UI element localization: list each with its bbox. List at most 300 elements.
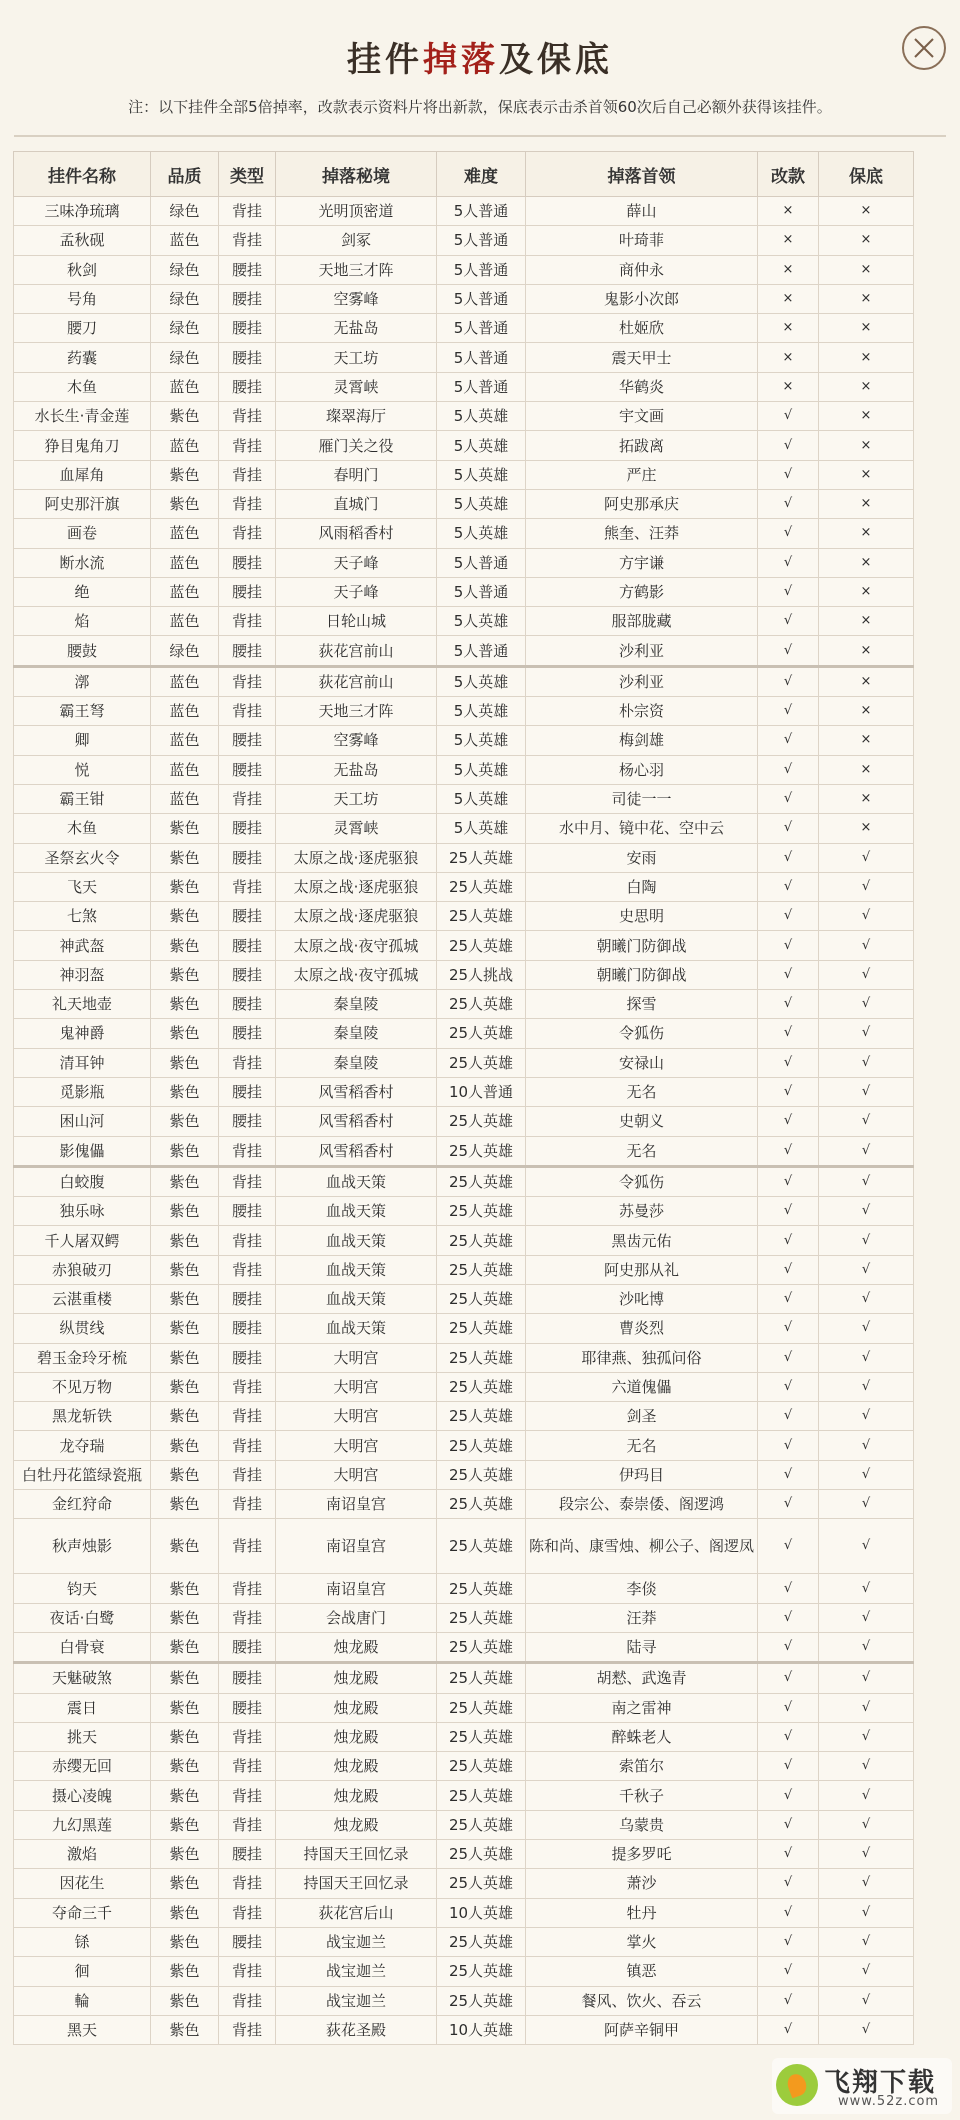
table-cell: 紫色	[151, 1898, 219, 1927]
table-row	[14, 372, 914, 401]
table-cell: 沙叱博	[526, 1284, 758, 1313]
table-cell: 紫色	[151, 1957, 219, 1986]
table-cell: 光明顶密道	[276, 197, 437, 226]
table-cell: 5人英雄	[437, 755, 526, 784]
table-cell: 黑天	[14, 2015, 151, 2044]
table-cell: 紫色	[151, 1663, 219, 1693]
table-cell: 紫色	[151, 1284, 219, 1313]
table-cell: 风雨稻香村	[276, 519, 437, 548]
mark-cell: √	[758, 784, 819, 813]
table-cell: 紫色	[151, 402, 219, 431]
table-cell: 背挂	[219, 1957, 276, 1986]
table-cell: 5人英雄	[437, 666, 526, 696]
table-cell: 龙夺瑞	[14, 1431, 151, 1460]
mark-cell: √	[819, 1314, 914, 1343]
mark-cell: ×	[819, 607, 914, 636]
table-cell: 紫色	[151, 460, 219, 489]
mark-cell: √	[819, 1460, 914, 1489]
table-cell: 天工坊	[276, 343, 437, 372]
table-cell: 方宇谦	[526, 548, 758, 577]
table-cell: 直城门	[276, 489, 437, 518]
table-cell: 阿史那承庆	[526, 489, 758, 518]
table-row	[14, 1431, 914, 1460]
mark-cell: √	[819, 1372, 914, 1401]
table-cell: 九幻黑莲	[14, 1810, 151, 1839]
mark-cell: √	[819, 1810, 914, 1839]
table-cell: 号角	[14, 284, 151, 313]
table-row	[14, 489, 914, 518]
mark-cell: √	[819, 1077, 914, 1106]
table-cell: 烛龙殿	[276, 1693, 437, 1722]
table-cell: 5人英雄	[437, 489, 526, 518]
table-cell: 服部胧藏	[526, 607, 758, 636]
table-row	[14, 284, 914, 313]
table-cell: 5人普通	[437, 197, 526, 226]
table-row	[14, 197, 914, 226]
mark-cell: √	[758, 1314, 819, 1343]
table-cell: 乌蒙贵	[526, 1810, 758, 1839]
table-cell: 紫色	[151, 814, 219, 843]
table-cell: 拓跋离	[526, 431, 758, 460]
table-cell: 紫色	[151, 960, 219, 989]
table-cell: 蓝色	[151, 666, 219, 696]
table-cell: 蓝色	[151, 548, 219, 577]
table-cell: 紫色	[151, 1343, 219, 1372]
mark-cell: √	[819, 1107, 914, 1136]
mark-cell: √	[819, 1048, 914, 1077]
table-cell: 纵贯线	[14, 1314, 151, 1343]
mark-cell: ×	[819, 814, 914, 843]
table-cell: 太原之战·逐虎驱狼	[276, 843, 437, 872]
table-cell: 无名	[526, 1077, 758, 1106]
table-cell: 焰	[14, 607, 151, 636]
table-cell: 探雪	[526, 990, 758, 1019]
table-cell: 天魅破煞	[14, 1663, 151, 1693]
table-row	[14, 1490, 914, 1519]
table-cell: 背挂	[219, 697, 276, 726]
table-cell: 安雨	[526, 843, 758, 872]
table-cell: 千秋子	[526, 1781, 758, 1810]
table-cell: 方鹤影	[526, 577, 758, 606]
table-cell: 5人英雄	[437, 431, 526, 460]
mark-cell: ×	[758, 284, 819, 313]
table-cell: 悦	[14, 755, 151, 784]
column-header: 品质	[151, 152, 219, 197]
table-cell: 紫色	[151, 990, 219, 1019]
table-row	[14, 1255, 914, 1284]
table-cell: 背挂	[219, 666, 276, 696]
table-cell: 25人英雄	[437, 1314, 526, 1343]
table-cell: 烛龙殿	[276, 1781, 437, 1810]
table-cell: 腰挂	[219, 755, 276, 784]
table-row	[14, 1166, 914, 1196]
mark-cell: ×	[758, 255, 819, 284]
table-row	[14, 1986, 914, 2015]
table-cell: 牡丹	[526, 1898, 758, 1927]
table-cell: 绿色	[151, 284, 219, 313]
mark-cell: √	[758, 1077, 819, 1106]
table-cell: 紫色	[151, 1077, 219, 1106]
mark-cell: √	[758, 1632, 819, 1662]
table-row	[14, 755, 914, 784]
table-cell: 黑龙斩铁	[14, 1402, 151, 1431]
table-cell: 梅剑雄	[526, 726, 758, 755]
table-row	[14, 1343, 914, 1372]
column-header: 掉落秘境	[276, 152, 437, 197]
mark-cell: √	[758, 548, 819, 577]
table-cell: 南诏皇宫	[276, 1490, 437, 1519]
table-cell: 25人英雄	[437, 902, 526, 931]
table-cell: 5人普通	[437, 372, 526, 401]
table-row	[14, 902, 914, 931]
table-cell: 紫色	[151, 843, 219, 872]
mark-cell: √	[758, 1519, 819, 1574]
table-cell: 璨翠海厅	[276, 402, 437, 431]
table-cell: 断水流	[14, 548, 151, 577]
table-cell: 血战天策	[276, 1166, 437, 1196]
table-cell: 背挂	[219, 431, 276, 460]
table-cell: 25人英雄	[437, 1781, 526, 1810]
table-cell: 清耳钟	[14, 1048, 151, 1077]
table-cell: 沙利亚	[526, 636, 758, 666]
table-cell: 腰挂	[219, 1197, 276, 1226]
table-cell: 太原之战·逐虎驱狼	[276, 902, 437, 931]
drop-note: 注：以下挂件全部5倍掉率，改款表示资料片将出新款，保底表示击杀首领60次后自己必额外获得该挂件。	[128, 98, 832, 116]
table-cell: 因花生	[14, 1869, 151, 1898]
table-cell: 5人英雄	[437, 519, 526, 548]
table-cell: 背挂	[219, 1136, 276, 1166]
watermark	[772, 2058, 952, 2114]
table-cell: 血战天策	[276, 1255, 437, 1284]
table-cell: 秦皇陵	[276, 1048, 437, 1077]
table-cell: 木鱼	[14, 814, 151, 843]
table-cell: 白陶	[526, 872, 758, 901]
table-header-row	[14, 152, 914, 197]
table-cell: 剑圣	[526, 1402, 758, 1431]
table-cell: 紫色	[151, 1519, 219, 1574]
mark-cell: ×	[819, 197, 914, 226]
table-cell: 困山河	[14, 1107, 151, 1136]
table-cell: 索笛尔	[526, 1752, 758, 1781]
table-cell: 狰目鬼角刀	[14, 431, 151, 460]
mark-cell: ×	[819, 548, 914, 577]
table-cell: 25人英雄	[437, 1226, 526, 1255]
table-cell: 绿色	[151, 636, 219, 666]
table-cell: 背挂	[219, 1574, 276, 1603]
table-cell: 绿色	[151, 197, 219, 226]
table-cell: 25人英雄	[437, 1519, 526, 1574]
table-cell: 摄心凌魄	[14, 1781, 151, 1810]
table-row	[14, 1197, 914, 1226]
table-cell: 无盐岛	[276, 314, 437, 343]
mark-cell: ×	[819, 697, 914, 726]
table-cell: 无名	[526, 1136, 758, 1166]
mark-cell: √	[758, 1986, 819, 2015]
table-cell: 背挂	[219, 1986, 276, 2015]
table-cell: 腰挂	[219, 548, 276, 577]
table-row	[14, 1957, 914, 1986]
mark-cell: √	[819, 843, 914, 872]
mark-cell: ×	[819, 343, 914, 372]
table-cell: 25人英雄	[437, 1869, 526, 1898]
table-row	[14, 431, 914, 460]
table-cell: 紫色	[151, 1107, 219, 1136]
table-cell: 天地三才阵	[276, 255, 437, 284]
mark-cell: √	[758, 872, 819, 901]
table-cell: 腰挂	[219, 843, 276, 872]
table-row	[14, 1693, 914, 1722]
mark-cell: ×	[819, 577, 914, 606]
table-cell: 朝曦门防御战	[526, 931, 758, 960]
table-row	[14, 814, 914, 843]
table-cell: 白蛟腹	[14, 1166, 151, 1196]
table-cell: 伊玛目	[526, 1460, 758, 1489]
mark-cell: √	[819, 872, 914, 901]
table-cell: 水中月、镜中花、空中云	[526, 814, 758, 843]
mark-cell: √	[819, 1166, 914, 1196]
mark-cell: √	[758, 519, 819, 548]
table-cell: 无名	[526, 1431, 758, 1460]
table-cell: 25人英雄	[437, 1574, 526, 1603]
table-cell: 剑冢	[276, 226, 437, 255]
table-cell: 六道傀儡	[526, 1372, 758, 1401]
table-cell: 云湛重楼	[14, 1284, 151, 1313]
column-header: 类型	[219, 152, 276, 197]
mark-cell: √	[819, 1869, 914, 1898]
table-cell: 荻花宫后山	[276, 1898, 437, 1927]
table-cell: 鬼神爵	[14, 1019, 151, 1048]
table-cell: 5人普通	[437, 548, 526, 577]
mark-cell: √	[819, 1986, 914, 2015]
table-cell: 蓝色	[151, 431, 219, 460]
table-cell: 腰挂	[219, 1314, 276, 1343]
mark-cell: √	[819, 960, 914, 989]
table-cell: 金红狩命	[14, 1490, 151, 1519]
table-cell: 碧玉金玲牙梳	[14, 1343, 151, 1372]
mark-cell: √	[819, 1490, 914, 1519]
mark-cell: ×	[819, 755, 914, 784]
table-row	[14, 1632, 914, 1662]
table-cell: 钧天	[14, 1574, 151, 1603]
table-cell: 5人普通	[437, 636, 526, 666]
table-cell: 白牡丹花篮绿瓷瓶	[14, 1460, 151, 1489]
table-cell: 25人英雄	[437, 1460, 526, 1489]
table-cell: 紫色	[151, 1490, 219, 1519]
table-row	[14, 872, 914, 901]
table-cell: 荻花宫前山	[276, 636, 437, 666]
table-cell: 日轮山城	[276, 607, 437, 636]
table-cell: 25人英雄	[437, 1402, 526, 1431]
table-cell: 血战天策	[276, 1314, 437, 1343]
close-button[interactable]	[902, 26, 946, 70]
mark-cell: ×	[758, 197, 819, 226]
table-cell: 紫色	[151, 1693, 219, 1722]
table-cell: 背挂	[219, 1460, 276, 1489]
mark-cell: √	[758, 666, 819, 696]
table-cell: 激焰	[14, 1840, 151, 1869]
table-cell: 紫色	[151, 1574, 219, 1603]
mark-cell: √	[819, 1519, 914, 1574]
table-cell: 紫色	[151, 902, 219, 931]
table-row	[14, 1402, 914, 1431]
mark-cell: √	[758, 726, 819, 755]
table-cell: 輪	[14, 1986, 151, 2015]
mark-cell: √	[819, 1693, 914, 1722]
table-row	[14, 784, 914, 813]
table-row	[14, 1810, 914, 1839]
mark-cell: √	[819, 1402, 914, 1431]
table-cell: 风雪稻香村	[276, 1077, 437, 1106]
table-cell: 腰挂	[219, 931, 276, 960]
table-row	[14, 1574, 914, 1603]
mark-cell: √	[819, 1136, 914, 1166]
table-cell: 陆寻	[526, 1632, 758, 1662]
drop-table	[13, 151, 914, 2045]
table-cell: 腰挂	[219, 1019, 276, 1048]
table-cell: 雁门关之役	[276, 431, 437, 460]
mark-cell: √	[758, 1431, 819, 1460]
mark-cell: √	[758, 636, 819, 666]
table-cell: 5人普通	[437, 577, 526, 606]
mark-cell: √	[758, 1898, 819, 1927]
table-cell: 25人英雄	[437, 1722, 526, 1751]
table-cell: 紫色	[151, 1166, 219, 1196]
mark-cell: √	[819, 902, 914, 931]
table-cell: 史思明	[526, 902, 758, 931]
mark-cell: √	[819, 1284, 914, 1313]
column-header: 掉落首领	[526, 152, 758, 197]
table-cell: 25人英雄	[437, 1372, 526, 1401]
table-cell: 夜话·白鹭	[14, 1603, 151, 1632]
table-cell: 背挂	[219, 460, 276, 489]
table-cell: 赤缨无回	[14, 1752, 151, 1781]
table-cell: 25人英雄	[437, 990, 526, 1019]
mark-cell: √	[758, 1663, 819, 1693]
table-cell: 空雾峰	[276, 726, 437, 755]
mark-cell: ×	[819, 636, 914, 666]
table-row	[14, 1460, 914, 1489]
mark-cell: √	[758, 1226, 819, 1255]
table-cell: 神羽盔	[14, 960, 151, 989]
table-row	[14, 1372, 914, 1401]
table-cell: 腰挂	[219, 1107, 276, 1136]
mark-cell: ×	[819, 460, 914, 489]
table-cell: 蓝色	[151, 519, 219, 548]
table-cell: 紫色	[151, 1048, 219, 1077]
table-cell: 背挂	[219, 1048, 276, 1077]
watermark-brand: 飞翔下载	[824, 2068, 937, 2098]
table-cell: 战宝迦兰	[276, 1957, 437, 1986]
table-cell: 背挂	[219, 1519, 276, 1574]
mark-cell: √	[819, 1603, 914, 1632]
mark-cell: √	[819, 1197, 914, 1226]
table-cell: 腰挂	[219, 1927, 276, 1956]
mark-cell: √	[819, 1574, 914, 1603]
table-cell: 腰挂	[219, 1840, 276, 1869]
table-cell: 背挂	[219, 1722, 276, 1751]
table-cell: 阿史那从礼	[526, 1255, 758, 1284]
mark-cell: √	[819, 1752, 914, 1781]
table-row	[14, 1107, 914, 1136]
table-cell: 25人挑战	[437, 960, 526, 989]
table-cell: 腰挂	[219, 960, 276, 989]
table-cell: 腰挂	[219, 314, 276, 343]
mark-cell: √	[819, 1722, 914, 1751]
table-cell: 5人普通	[437, 226, 526, 255]
table-cell: 紫色	[151, 1431, 219, 1460]
column-header: 改款	[758, 152, 819, 197]
mark-cell: √	[758, 1603, 819, 1632]
mark-cell: √	[758, 755, 819, 784]
table-cell: 木鱼	[14, 372, 151, 401]
table-cell: 5人普通	[437, 343, 526, 372]
table-row	[14, 402, 914, 431]
mark-cell: √	[819, 1781, 914, 1810]
table-cell: 紫色	[151, 1810, 219, 1839]
table-cell: 5人普通	[437, 255, 526, 284]
table-cell: 5人英雄	[437, 607, 526, 636]
mark-cell: ×	[819, 726, 914, 755]
table-row	[14, 726, 914, 755]
mark-cell: ×	[819, 314, 914, 343]
table-cell: 南诏皇宫	[276, 1574, 437, 1603]
table-cell: 紫色	[151, 1869, 219, 1898]
table-cell: 秋剑	[14, 255, 151, 284]
table-cell: 绿色	[151, 255, 219, 284]
table-cell: 战宝迦兰	[276, 1927, 437, 1956]
table-cell: 紫色	[151, 1603, 219, 1632]
mark-cell: ×	[819, 666, 914, 696]
table-row	[14, 314, 914, 343]
table-cell: 紫色	[151, 1927, 219, 1956]
table-row	[14, 343, 914, 372]
table-row	[14, 1752, 914, 1781]
table-cell: 耶律燕、独孤问俗	[526, 1343, 758, 1372]
table-cell: 血犀角	[14, 460, 151, 489]
table-body	[14, 197, 914, 2045]
table-cell: 25人英雄	[437, 1255, 526, 1284]
table-cell: 太原之战·夜守孤城	[276, 931, 437, 960]
table-cell: 霸王弩	[14, 697, 151, 726]
table-row	[14, 1898, 914, 1927]
table-row	[14, 1136, 914, 1166]
table-cell: 秦皇陵	[276, 1019, 437, 1048]
mark-cell: √	[819, 1019, 914, 1048]
mark-cell: √	[758, 1107, 819, 1136]
table-cell: 紫色	[151, 1986, 219, 2015]
table-cell: 汪莽	[526, 1603, 758, 1632]
table-cell: 腰鼓	[14, 636, 151, 666]
table-cell: 25人英雄	[437, 1197, 526, 1226]
mark-cell: √	[758, 1460, 819, 1489]
table-cell: 鬼影小次郎	[526, 284, 758, 313]
mark-cell: √	[758, 843, 819, 872]
table-cell: 挑天	[14, 1722, 151, 1751]
table-cell: 提多罗吒	[526, 1840, 758, 1869]
table-cell: 风雪稻香村	[276, 1107, 437, 1136]
table-cell: 紫色	[151, 1402, 219, 1431]
mark-cell: ×	[819, 431, 914, 460]
table-cell: 紫色	[151, 931, 219, 960]
table-cell: 飞天	[14, 872, 151, 901]
table-row	[14, 1722, 914, 1751]
table-cell: 震天甲士	[526, 343, 758, 372]
table-row	[14, 226, 914, 255]
table-cell: 腰挂	[219, 1693, 276, 1722]
table-cell: 不见万物	[14, 1372, 151, 1401]
table-cell: 背挂	[219, 197, 276, 226]
table-cell: 漷	[14, 666, 151, 696]
